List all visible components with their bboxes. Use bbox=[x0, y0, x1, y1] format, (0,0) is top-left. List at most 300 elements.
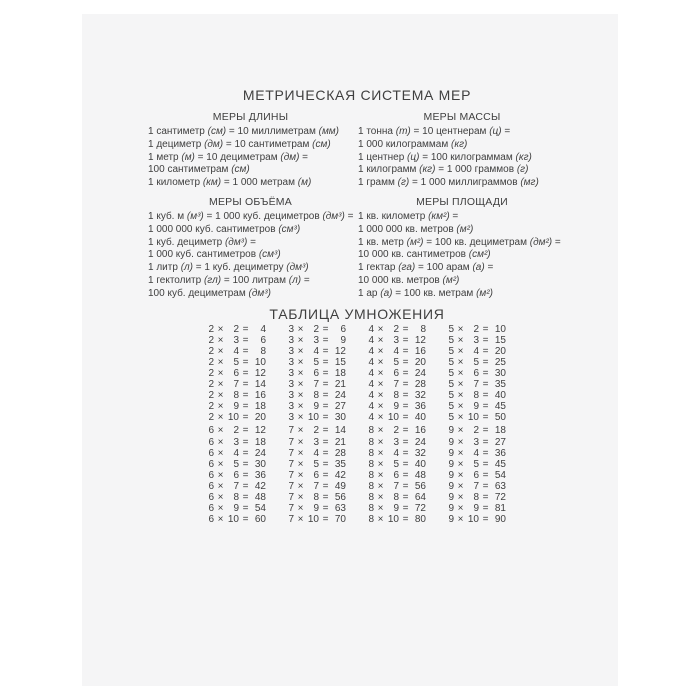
equals-sign: = bbox=[322, 323, 329, 335]
product: 16 bbox=[414, 425, 426, 437]
multiplier: 10 bbox=[227, 514, 239, 526]
equals-sign: = bbox=[482, 334, 489, 346]
equals-sign: = bbox=[482, 514, 489, 526]
equation-row bbox=[448, 514, 506, 525]
equation-row bbox=[448, 357, 506, 368]
multiplier: 2 bbox=[393, 323, 399, 335]
multiply-sign: × bbox=[377, 356, 384, 368]
product: 30 bbox=[254, 458, 266, 470]
equation-row bbox=[208, 503, 266, 514]
factor: 2 bbox=[208, 379, 214, 391]
product: 25 bbox=[494, 356, 506, 368]
equation-row bbox=[368, 459, 426, 470]
equals-sign: = bbox=[482, 345, 489, 357]
multiplier: 7 bbox=[393, 480, 399, 492]
equals-sign: = bbox=[482, 390, 489, 402]
factor: 3 bbox=[288, 356, 294, 368]
equation-row bbox=[288, 470, 346, 481]
equation-row bbox=[208, 379, 266, 390]
multiplier: 9 bbox=[473, 401, 479, 413]
equals-sign: = bbox=[482, 491, 489, 503]
measure-line: 1 тонна (т) = 10 центнерам (ц) = bbox=[358, 126, 511, 137]
multiply-sign: × bbox=[217, 503, 224, 515]
multiplier: 4 bbox=[313, 447, 319, 459]
measure-line: 100 куб. дециметрам (дм³) bbox=[148, 287, 271, 299]
equals-sign: = bbox=[402, 379, 409, 391]
multiply-sign: × bbox=[217, 401, 224, 413]
equation-row bbox=[368, 335, 426, 346]
measure-line: 1 центнер (ц) = 100 килограммам (кг) bbox=[358, 151, 532, 163]
product: 24 bbox=[334, 390, 346, 402]
equation-row bbox=[208, 390, 266, 401]
factor: 9 bbox=[448, 469, 454, 481]
product: 21 bbox=[334, 379, 346, 391]
multiply-sign: × bbox=[217, 480, 224, 492]
measure-line: 1 литр (л) = 1 куб. дециметру (дм³) bbox=[148, 262, 309, 274]
equation-row bbox=[368, 448, 426, 459]
multiplier: 7 bbox=[313, 379, 319, 391]
equals-sign: = bbox=[242, 390, 249, 402]
equation-row bbox=[288, 401, 346, 412]
factor: 6 bbox=[208, 503, 214, 515]
factor: 6 bbox=[208, 447, 214, 459]
factor: 8 bbox=[368, 503, 374, 515]
multiply-sign: × bbox=[457, 491, 464, 503]
product: 27 bbox=[334, 401, 346, 413]
equation-row bbox=[288, 448, 346, 459]
equals-sign: = bbox=[322, 480, 329, 492]
product: 18 bbox=[334, 367, 346, 379]
multiply-sign: × bbox=[297, 367, 304, 379]
multiply-sign: × bbox=[377, 503, 384, 515]
equals-sign: = bbox=[322, 469, 329, 481]
multiplier: 3 bbox=[473, 334, 479, 346]
multiplier: 3 bbox=[313, 436, 319, 448]
product: 20 bbox=[254, 412, 266, 424]
section-heading-mass: МЕРЫ МАССЫ bbox=[423, 111, 501, 123]
section-length bbox=[148, 111, 353, 190]
measure-line: 1 килограмм (кг) = 1 000 граммов (г) bbox=[358, 164, 529, 176]
multiplier: 5 bbox=[393, 356, 399, 368]
equals-sign: = bbox=[402, 491, 409, 503]
equation-row bbox=[368, 437, 426, 448]
multiplier: 2 bbox=[473, 425, 479, 437]
multiplier: 6 bbox=[393, 367, 399, 379]
product: 8 bbox=[260, 345, 266, 357]
multiplier: 7 bbox=[233, 379, 239, 391]
equals-sign: = bbox=[482, 480, 489, 492]
factor: 6 bbox=[208, 436, 214, 448]
equation-row bbox=[288, 390, 346, 401]
section-heading-area: МЕРЫ ПЛОЩАДИ bbox=[416, 195, 508, 208]
product: 12 bbox=[254, 367, 266, 379]
multiply-sign: × bbox=[377, 425, 384, 437]
factor: 6 bbox=[208, 491, 214, 503]
product: 48 bbox=[254, 491, 266, 503]
multiply-sign: × bbox=[217, 436, 224, 448]
factor: 4 bbox=[368, 334, 374, 346]
multiplier: 3 bbox=[233, 436, 239, 448]
measure-line: 1 000 000 куб. сантиметров (см³) bbox=[148, 223, 301, 235]
equals-sign: = bbox=[402, 412, 409, 424]
equals-sign: = bbox=[402, 447, 409, 459]
equals-sign: = bbox=[322, 379, 329, 391]
multiplication-block bbox=[148, 324, 566, 424]
factor: 3 bbox=[288, 390, 294, 402]
product: 64 bbox=[414, 491, 426, 503]
equals-sign: = bbox=[482, 458, 489, 470]
product: 63 bbox=[334, 503, 346, 515]
multiply-sign: × bbox=[217, 447, 224, 459]
equals-sign: = bbox=[482, 503, 489, 515]
multiplier: 2 bbox=[313, 425, 319, 437]
multiply-sign: × bbox=[457, 367, 464, 379]
equation-row bbox=[288, 459, 346, 470]
equals-sign: = bbox=[322, 436, 329, 448]
multiplier: 10 bbox=[467, 412, 479, 424]
equation-row bbox=[208, 346, 266, 357]
multiply-sign: × bbox=[457, 345, 464, 357]
multiply-sign: × bbox=[217, 425, 224, 437]
multiplier: 10 bbox=[227, 412, 239, 424]
equation-row bbox=[288, 492, 346, 503]
product: 10 bbox=[254, 356, 266, 368]
factor: 3 bbox=[288, 401, 294, 413]
equals-sign: = bbox=[402, 436, 409, 448]
factor: 9 bbox=[448, 503, 454, 515]
multiply-sign: × bbox=[217, 390, 224, 402]
multiply-sign: × bbox=[297, 514, 304, 526]
equation-row bbox=[448, 437, 506, 448]
equals-sign: = bbox=[482, 356, 489, 368]
multiplication-column bbox=[448, 425, 506, 525]
product: 18 bbox=[254, 436, 266, 448]
multiply-sign: × bbox=[457, 323, 464, 335]
measure-line: 1 метр (м) = 10 дециметрам (дм) = bbox=[148, 151, 309, 163]
equation-row bbox=[448, 324, 506, 335]
factor: 3 bbox=[288, 412, 294, 424]
factor: 9 bbox=[448, 480, 454, 492]
section-volume bbox=[148, 196, 353, 301]
product: 36 bbox=[494, 447, 506, 459]
equals-sign: = bbox=[322, 334, 329, 346]
factor: 9 bbox=[448, 458, 454, 470]
product: 56 bbox=[414, 480, 426, 492]
factor: 7 bbox=[288, 458, 294, 470]
factor: 8 bbox=[368, 447, 374, 459]
measure-line: 1 кв. метр (м²) = 100 кв. дециметрам (дм²) = bbox=[358, 236, 561, 248]
multiply-sign: × bbox=[217, 367, 224, 379]
product: 30 bbox=[494, 367, 506, 379]
equation-row bbox=[288, 425, 346, 436]
product: 42 bbox=[254, 480, 266, 492]
factor: 7 bbox=[288, 425, 294, 437]
equation-row bbox=[448, 368, 506, 379]
product: 27 bbox=[494, 436, 506, 448]
multiply-sign: × bbox=[457, 334, 464, 346]
factor: 8 bbox=[368, 491, 374, 503]
equation-row bbox=[208, 324, 266, 335]
multiply-sign: × bbox=[377, 367, 384, 379]
equation-row bbox=[288, 324, 346, 335]
multiplier: 7 bbox=[473, 379, 479, 391]
equals-sign: = bbox=[242, 345, 249, 357]
multiply-sign: × bbox=[457, 514, 464, 526]
multiply-sign: × bbox=[217, 334, 224, 346]
equals-sign: = bbox=[242, 334, 249, 346]
equation-row bbox=[288, 357, 346, 368]
multiplier: 9 bbox=[393, 503, 399, 515]
equation-row bbox=[288, 503, 346, 514]
equals-sign: = bbox=[482, 412, 489, 424]
product: 24 bbox=[414, 436, 426, 448]
multiply-sign: × bbox=[297, 401, 304, 413]
section-mass bbox=[358, 111, 566, 190]
factor: 5 bbox=[448, 367, 454, 379]
multiplier: 8 bbox=[393, 491, 399, 503]
equals-sign: = bbox=[322, 390, 329, 402]
product: 40 bbox=[414, 412, 426, 424]
multiplier: 4 bbox=[233, 345, 239, 357]
equation-row bbox=[368, 503, 426, 514]
multiplier: 10 bbox=[387, 412, 399, 424]
multiply-sign: × bbox=[377, 447, 384, 459]
product: 12 bbox=[334, 345, 346, 357]
product: 15 bbox=[494, 334, 506, 346]
measure-line: 10 000 кв. сантиметров (см²) bbox=[358, 249, 491, 261]
multiply-sign: × bbox=[457, 425, 464, 437]
multiply-sign: × bbox=[297, 469, 304, 481]
factor: 4 bbox=[368, 401, 374, 413]
measures-row-bottom bbox=[148, 196, 566, 301]
factor: 4 bbox=[368, 367, 374, 379]
product: 14 bbox=[254, 379, 266, 391]
product: 60 bbox=[254, 514, 266, 526]
factor: 9 bbox=[448, 447, 454, 459]
product: 30 bbox=[334, 412, 346, 424]
factor: 4 bbox=[368, 345, 374, 357]
factor: 9 bbox=[448, 491, 454, 503]
equation-row bbox=[288, 412, 346, 423]
equation-row bbox=[208, 481, 266, 492]
equals-sign: = bbox=[322, 401, 329, 413]
equation-row bbox=[288, 379, 346, 390]
multiply-sign: × bbox=[297, 390, 304, 402]
equation-row bbox=[208, 401, 266, 412]
equals-sign: = bbox=[242, 323, 249, 335]
multiplier: 3 bbox=[473, 436, 479, 448]
multiplier: 4 bbox=[233, 447, 239, 459]
equation-row bbox=[368, 412, 426, 423]
equals-sign: = bbox=[322, 425, 329, 437]
multiplier: 8 bbox=[233, 491, 239, 503]
equation-row bbox=[288, 481, 346, 492]
product: 40 bbox=[414, 458, 426, 470]
factor: 9 bbox=[448, 425, 454, 437]
multiply-sign: × bbox=[457, 503, 464, 515]
equals-sign: = bbox=[242, 503, 249, 515]
equals-sign: = bbox=[242, 447, 249, 459]
factor: 7 bbox=[288, 436, 294, 448]
product: 10 bbox=[494, 323, 506, 335]
multiplier: 3 bbox=[313, 334, 319, 346]
factor: 3 bbox=[288, 379, 294, 391]
factor: 3 bbox=[288, 367, 294, 379]
multiplier: 2 bbox=[233, 425, 239, 437]
multiply-sign: × bbox=[377, 323, 384, 335]
multiplier: 2 bbox=[473, 323, 479, 335]
multiply-sign: × bbox=[457, 401, 464, 413]
equation-row bbox=[208, 425, 266, 436]
multiply-sign: × bbox=[457, 356, 464, 368]
product: 9 bbox=[340, 334, 346, 346]
factor: 3 bbox=[288, 345, 294, 357]
product: 49 bbox=[334, 480, 346, 492]
equation-row bbox=[448, 390, 506, 401]
measure-line: 1 кв. километр (км²) = bbox=[358, 210, 459, 222]
equation-row bbox=[368, 390, 426, 401]
product: 63 bbox=[494, 480, 506, 492]
equals-sign: = bbox=[482, 367, 489, 379]
equals-sign: = bbox=[242, 491, 249, 503]
multiply-sign: × bbox=[217, 458, 224, 470]
multiplier: 5 bbox=[473, 458, 479, 470]
multiplier: 9 bbox=[393, 401, 399, 413]
multiply-sign: × bbox=[297, 436, 304, 448]
factor: 2 bbox=[208, 367, 214, 379]
equals-sign: = bbox=[402, 458, 409, 470]
equation-row bbox=[448, 481, 506, 492]
equation-row bbox=[208, 492, 266, 503]
product: 20 bbox=[414, 356, 426, 368]
equation-row bbox=[368, 379, 426, 390]
factor: 7 bbox=[288, 503, 294, 515]
multiplier: 2 bbox=[313, 323, 319, 335]
multiply-sign: × bbox=[217, 412, 224, 424]
equals-sign: = bbox=[322, 367, 329, 379]
factor: 7 bbox=[288, 491, 294, 503]
equals-sign: = bbox=[482, 436, 489, 448]
product: 81 bbox=[494, 503, 506, 515]
equation-row bbox=[208, 448, 266, 459]
multiplication-column bbox=[288, 425, 346, 525]
equation-row bbox=[368, 470, 426, 481]
multiply-sign: × bbox=[297, 412, 304, 424]
multiplier: 3 bbox=[233, 334, 239, 346]
multiply-sign: × bbox=[377, 491, 384, 503]
multiply-sign: × bbox=[377, 412, 384, 424]
equals-sign: = bbox=[402, 401, 409, 413]
product: 24 bbox=[254, 447, 266, 459]
multiplier: 5 bbox=[233, 458, 239, 470]
multiplier: 6 bbox=[233, 367, 239, 379]
factor: 6 bbox=[208, 425, 214, 437]
section-heading-volume: МЕРЫ ОБЪЁМА bbox=[209, 195, 292, 208]
equals-sign: = bbox=[242, 401, 249, 413]
product: 35 bbox=[334, 458, 346, 470]
multiplier: 9 bbox=[313, 503, 319, 515]
product: 45 bbox=[494, 401, 506, 413]
equals-sign: = bbox=[322, 514, 329, 526]
equals-sign: = bbox=[402, 334, 409, 346]
multiply-sign: × bbox=[457, 480, 464, 492]
factor: 4 bbox=[368, 412, 374, 424]
equals-sign: = bbox=[242, 469, 249, 481]
multiplier: 6 bbox=[313, 469, 319, 481]
equals-sign: = bbox=[242, 436, 249, 448]
multiplication-column bbox=[288, 324, 346, 424]
factor: 8 bbox=[368, 436, 374, 448]
measure-line: 1 гектолитр (гл) = 100 литрам (л) = bbox=[148, 274, 310, 286]
equation-row bbox=[288, 437, 346, 448]
factor: 2 bbox=[208, 390, 214, 402]
factor: 7 bbox=[288, 447, 294, 459]
equation-row bbox=[368, 346, 426, 357]
factor: 5 bbox=[448, 401, 454, 413]
metric-reference-card-page bbox=[82, 14, 618, 686]
factor: 6 bbox=[208, 514, 214, 526]
multiply-sign: × bbox=[217, 491, 224, 503]
product: 54 bbox=[494, 469, 506, 481]
multiply-sign: × bbox=[297, 447, 304, 459]
multiply-sign: × bbox=[217, 469, 224, 481]
equals-sign: = bbox=[402, 425, 409, 437]
product: 80 bbox=[414, 514, 426, 526]
equation-row bbox=[288, 368, 346, 379]
multiplier: 10 bbox=[307, 412, 319, 424]
product: 15 bbox=[334, 356, 346, 368]
multiplier: 5 bbox=[313, 356, 319, 368]
equals-sign: = bbox=[482, 447, 489, 459]
section-area bbox=[358, 196, 566, 301]
factor: 2 bbox=[208, 356, 214, 368]
multiplier: 7 bbox=[393, 379, 399, 391]
equals-sign: = bbox=[482, 323, 489, 335]
equation-row bbox=[208, 368, 266, 379]
multiplication-column bbox=[368, 425, 426, 525]
multiply-sign: × bbox=[297, 334, 304, 346]
multiplier: 4 bbox=[393, 345, 399, 357]
multiplication-title: ТАБЛИЦА УМНОЖЕНИЯ bbox=[269, 305, 445, 322]
multiplier: 10 bbox=[467, 514, 479, 526]
multiplier: 4 bbox=[473, 345, 479, 357]
factor: 5 bbox=[448, 356, 454, 368]
multiply-sign: × bbox=[297, 345, 304, 357]
equation-row bbox=[448, 503, 506, 514]
product: 12 bbox=[254, 425, 266, 437]
measures-row-top bbox=[148, 111, 566, 190]
product: 28 bbox=[414, 379, 426, 391]
factor: 2 bbox=[208, 334, 214, 346]
multiply-sign: × bbox=[377, 379, 384, 391]
product: 48 bbox=[414, 469, 426, 481]
factor: 6 bbox=[208, 458, 214, 470]
factor: 8 bbox=[368, 425, 374, 437]
equation-row bbox=[368, 425, 426, 436]
equation-row bbox=[368, 357, 426, 368]
equation-row bbox=[288, 514, 346, 525]
multiply-sign: × bbox=[377, 334, 384, 346]
factor: 8 bbox=[368, 458, 374, 470]
equation-row bbox=[208, 459, 266, 470]
equation-row bbox=[368, 514, 426, 525]
factor: 5 bbox=[448, 345, 454, 357]
equation-row bbox=[448, 459, 506, 470]
multiply-sign: × bbox=[217, 345, 224, 357]
factor: 4 bbox=[368, 379, 374, 391]
multiplier: 5 bbox=[393, 458, 399, 470]
multiplier: 4 bbox=[473, 447, 479, 459]
